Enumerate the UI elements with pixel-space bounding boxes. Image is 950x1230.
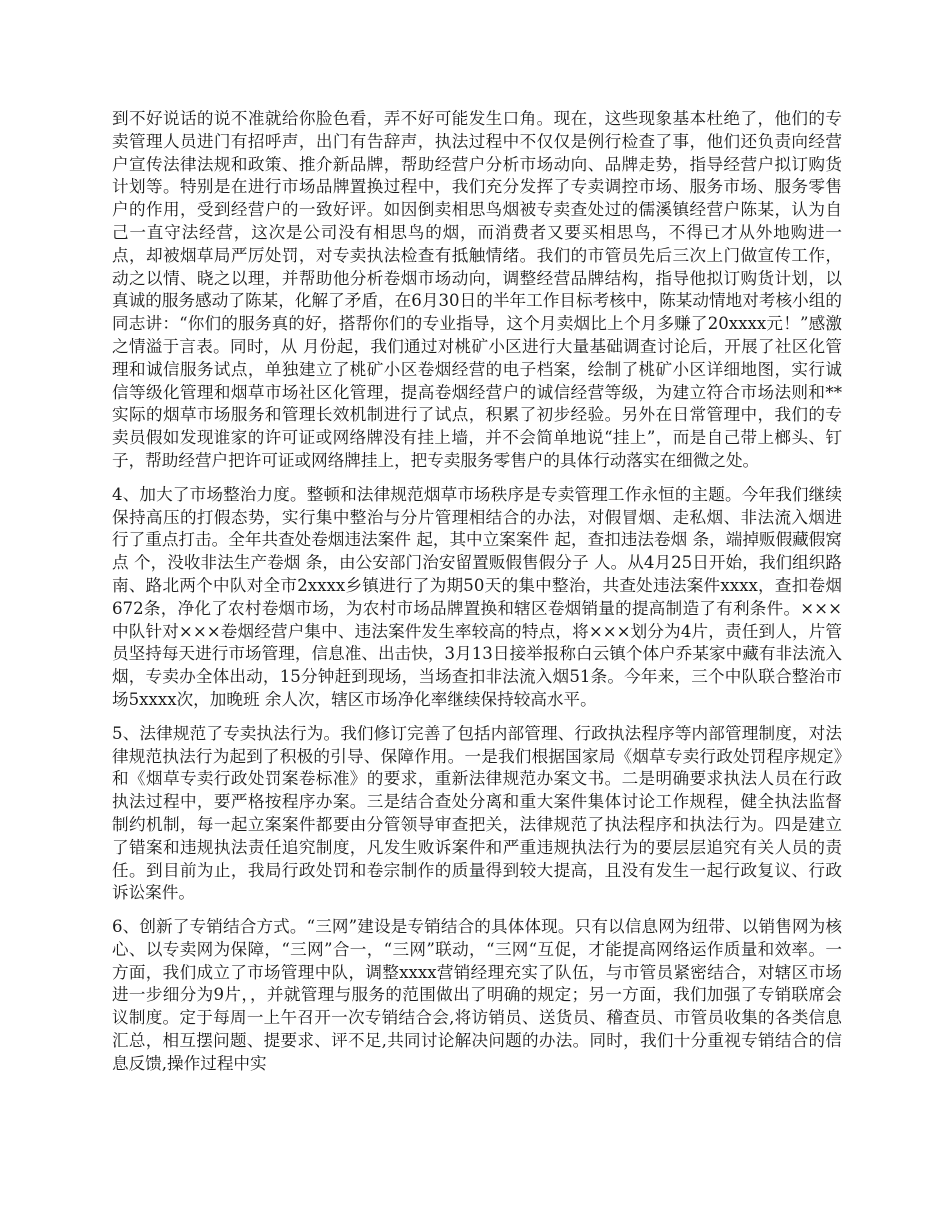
paragraph-market-service: 到不好说话的说不准就给你脸色看，弄不好可能发生口角。现在，这些现象基本杜绝了，他们的专卖管理人员进门有招呼声，出门有告辞声，执法过程中不仅仅是例行检查了事，他们还负责向经营户宣传法律法规和政策、推介新品牌，帮助经营户分析市场动向、品牌走势，指导经营户拟订购货计划等。特别是在进行市场品牌置换过程中，我们充分发挥了专卖调控市场、服务市场、服务零售户的作用，受到经营户的一致好评。如因倒卖相思鸟烟被专卖查处过的儒溪镇经营户陈某，认为自己一直守法经营，这次是公司没有相思鸟的烟，而消费者又要买相思鸟，不得已才从外地购进一点，却被烟草局严厉处罚，对专卖执法检查有抵触情绪。我们的市管员先后三次上门做宣传工作，动之以情、晓之以理，并帮助他分析卷烟市场动向，调整经营品牌结构，指导他拟订购货计划，以真诚的服务感动了陈某，化解了矛盾，在6月30日的半年工作目标考核中，陈某动情地对考核小组的同志讲：“你们的服务真的好，搭帮你们的专业指导，这个月卖烟比上个月多赚了20xxxx元！”感激之情溢于言表。同时，从 月份起，我们通过对桃矿小区进行大量基础调查讨论后，开展了社区化管理和诚信服务试点，单独建立了桃矿小区卷烟经营的电子档案，绘制了桃矿小区详细地图，实行诚信等级化管理和烟草市场社区化管理，提高卷烟经营户的诚信经营等级，为建立符合市场法则和**实际的烟草市场服务和管理长效机制进行了试点，积累了初步经验。另外在日常管理中，我们的专卖员假如发现谁家的许可证或网络牌没有挂上墙，并不会简单地说“挂上”，而是自己带上榔头、钉子，帮助经营户把许可证或网络牌挂上，把专卖服务零售户的具体行动落实在细微之处。 xyxy=(112,109,842,470)
document-body xyxy=(112,108,842,1087)
paragraph-sales-integration: 6、创新了专销结合方式。“三网”建设是专销结合的具体体现。只有以信息网为纽带、以销售网为核心、以专卖网为保障，“三网”合一，“三网”联动，“三网“互促，才能提高网络运作质量和效率。一方面，我们成立了市场管理中队，调整xxxx营销经理充实了队伍，与市管员紧密结合，对辖区市场进一步细分为9片，，并就管理与服务的范围做出了明确的规定；另一方面，我们加强了专销联席会议制度。定于每周一上午召开一次专销结合会,将访销员、送货员、稽查员、市管员收集的各类信息汇总，相互摆问题、提要求、评不足,共同讨论解决问题的办法。同时，我们十分重视专销结合的信息反馈,操作过程中实 xyxy=(112,917,842,1073)
paragraph-market-rectification: 4、加大了市场整治力度。整顿和法律规范烟草市场秩序是专卖管理工作永恒的主题。今年我们继续保持高压的打假态势，实行集中整治与分片管理相结合的办法，对假冒烟、走私烟、非法流入烟进行了重点打击。全年共查处卷烟违法案件 起，其中立案案件 起，查扣违法卷烟 条，端掉贩假藏假窝点 个，没收非法生产卷烟 条，由公安部门治安留置贩假售假分子 人。从4月25日开始，我们组织路南、路北两个中队对全市2xxxx乡镇进行了为期50天的集中整治，共查处违法案件xxxx，查扣卷烟672条，净化了农村卷烟市场，为农村市场品牌置换和辖区卷烟销量的提高制造了有利条件。×××中队针对×××卷烟经营户集中、违法案件发生率较高的特点，将×××划分为4片，责任到人，片管员坚持每天进行市场管理，信息准、出击快，3月13日接举报称白云镇个体户乔某家中藏有非法流入烟，专卖办全体出动，15分钟赶到现场，当场查扣非法流入烟51条。今年来，三个中队联合整治市场5xxxx次，加晚班 余人次，辖区市场净化率继续保持较高水平。 xyxy=(112,484,842,709)
paragraph-law-enforcement: 5、法律规范了专卖执法行为。我们修订完善了包括内部管理、行政执法程序等内部管理制度，对法律规范执法行为起到了积极的引导、保障作用。一是我们根据国家局《烟草专卖行政处罚程序规定》和《烟草专卖行政处罚案卷标准》的要求，重新法律规范办案文书。二是明确要求执法人员在行政执法过程中，要严格按程序办案。三是结合查处分离和重大案件集体讨论工作规程，健全执法监督制约机制，每一起立案案件都要由分管领导审查把关，法律规范了执法程序和执法行为。四是建立了错案和违规执法责任追究制度，凡发生败诉案件和严重违规执法行为的要层层追究有关人员的责任。到目前为止，我局行政处罚和卷宗制作的质量得到较大提高，且没有发生一起行政复议、行政诉讼案件。 xyxy=(112,723,842,903)
